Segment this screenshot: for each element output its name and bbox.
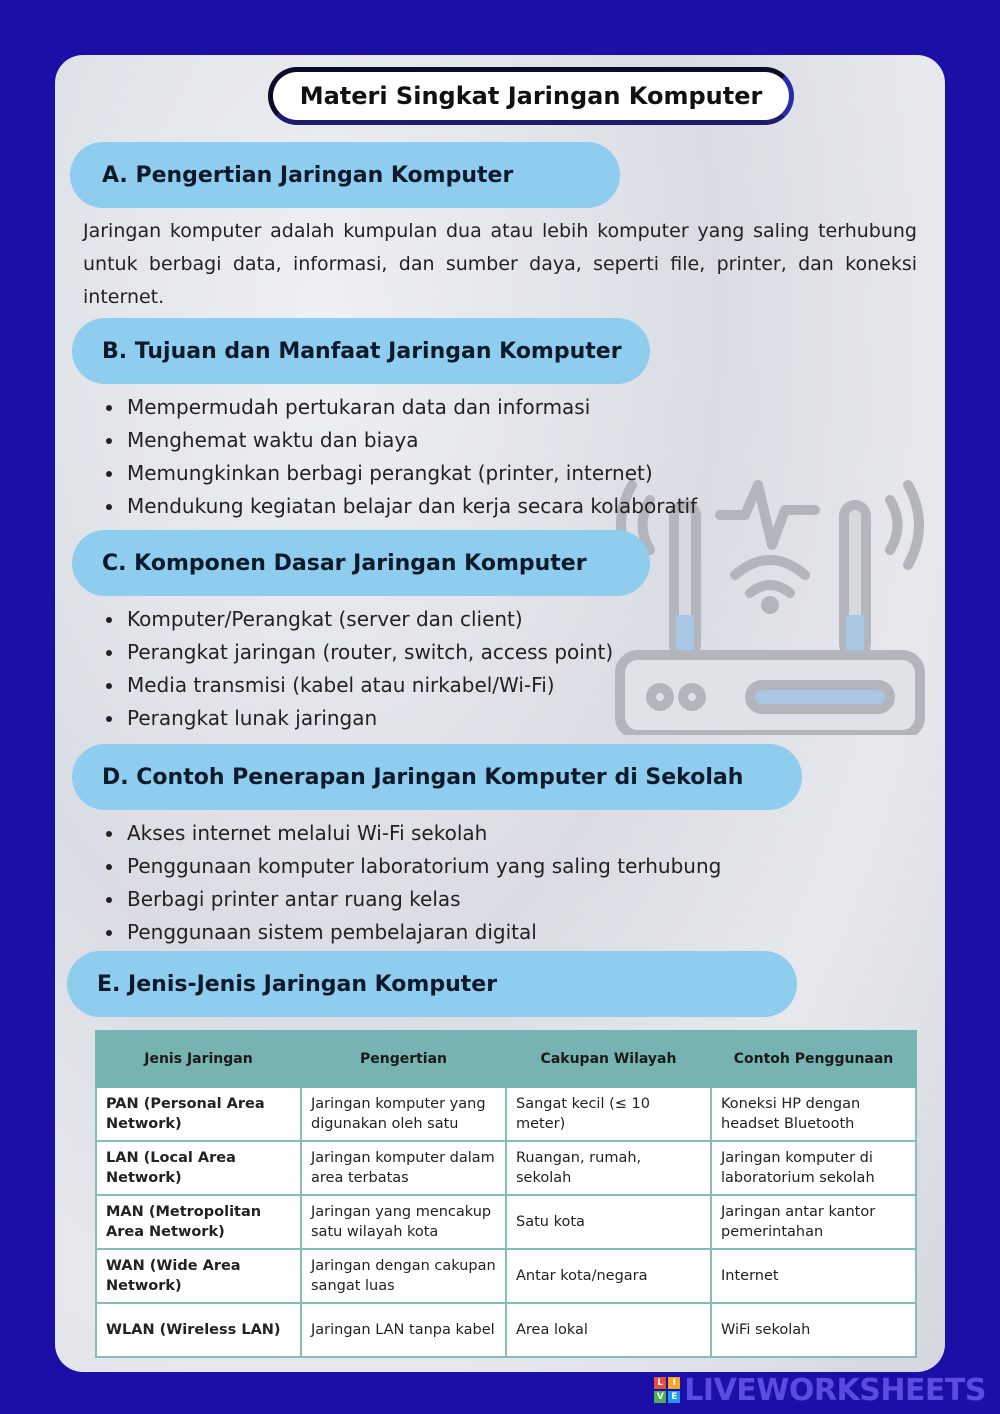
table-row xyxy=(96,1087,916,1141)
table-cell: MAN (Metropolitan Area Network) xyxy=(96,1195,301,1249)
table-row xyxy=(96,1195,916,1249)
table-cell: WLAN (Wireless LAN) xyxy=(96,1303,301,1357)
section-d-list xyxy=(100,817,721,949)
section-d-heading: D. Contoh Penerapan Jaringan Komputer di Sekolah xyxy=(72,744,802,810)
table-cell: Jaringan komputer di laboratorium sekolah xyxy=(711,1141,916,1195)
table-header-cell: Jenis Jaringan xyxy=(96,1031,301,1087)
list-item: • Berbagi printer antar ruang kelas xyxy=(125,883,721,916)
table-row xyxy=(96,1141,916,1195)
table-cell: Jaringan antar kantor pemerintahan xyxy=(711,1195,916,1249)
table-cell: Jaringan LAN tanpa kabel xyxy=(301,1303,506,1357)
table-cell: WAN (Wide Area Network) xyxy=(96,1249,301,1303)
table-row xyxy=(96,1303,916,1357)
section-a-paragraph: Jaringan komputer adalah kumpulan dua atau lebih komputer yang saling terhubung untuk berbagi data, informasi, dan sumber daya, seperti file, printer, dan koneksi internet. xyxy=(83,220,917,308)
section-b-heading: B. Tujuan dan Manfaat Jaringan Komputer xyxy=(72,318,650,384)
table-cell: PAN (Personal Area Network) xyxy=(96,1087,301,1141)
table-header-cell: Contoh Penggunaan xyxy=(711,1031,916,1087)
table-cell: Jaringan yang mencakup satu wilayah kota xyxy=(301,1195,506,1249)
worksheet-card xyxy=(55,55,945,1372)
table-cell: Ruangan, rumah, sekolah xyxy=(506,1141,711,1195)
table-cell: LAN (Local Area Network) xyxy=(96,1141,301,1195)
table-cell: Internet xyxy=(711,1249,916,1303)
table-cell: Area lokal xyxy=(506,1303,711,1357)
list-item: • Mendukung kegiatan belajar dan kerja secara kolaboratif xyxy=(125,490,697,523)
list-item: • Perangkat jaringan (router, switch, access point) xyxy=(125,636,613,669)
table-row xyxy=(96,1249,916,1303)
liveworksheets-wordmark: LIVEWORKSHEETS xyxy=(684,1372,986,1408)
table-cell: Koneksi HP dengan headset Bluetooth xyxy=(711,1087,916,1141)
section-e-heading: E. Jenis-Jenis Jaringan Komputer xyxy=(67,951,797,1017)
section-c-heading: C. Komponen Dasar Jaringan Komputer xyxy=(72,530,650,596)
list-item: • Menghemat waktu dan biaya xyxy=(125,424,697,457)
list-item: • Komputer/Perangkat (server dan client) xyxy=(125,603,613,636)
table-cell: WiFi sekolah xyxy=(711,1303,916,1357)
list-item: • Memungkinkan berbagi perangkat (printer, internet) xyxy=(125,457,697,490)
liveworksheets-badge-icon: L I V E xyxy=(654,1377,680,1403)
section-b-list xyxy=(100,391,697,523)
table-cell: Antar kota/negara xyxy=(506,1249,711,1303)
list-item: • Akses internet melalui Wi-Fi sekolah xyxy=(125,817,721,850)
table-cell: Jaringan dengan cakupan sangat luas xyxy=(301,1249,506,1303)
section-c-list xyxy=(100,603,613,735)
table-cell: Satu kota xyxy=(506,1195,711,1249)
table-cell: Sangat kecil (≤ 10 meter) xyxy=(506,1087,711,1141)
liveworksheets-logo[interactable] xyxy=(654,1373,986,1407)
page-title: Materi Singkat Jaringan Komputer xyxy=(268,67,794,125)
table-cell: Jaringan komputer dalam area terbatas xyxy=(301,1141,506,1195)
table-header-cell: Cakupan Wilayah xyxy=(506,1031,711,1087)
network-types-table xyxy=(95,1030,915,1358)
table-cell: Jaringan komputer yang digunakan oleh satu xyxy=(301,1087,506,1141)
list-item: • Media transmisi (kabel atau nirkabel/Wi-Fi) xyxy=(125,669,613,702)
list-item: • Mempermudah pertukaran data dan informasi xyxy=(125,391,697,424)
list-item: • Penggunaan komputer laboratorium yang saling terhubung xyxy=(125,850,721,883)
table-header-row xyxy=(96,1031,916,1087)
section-a-heading: A. Pengertian Jaringan Komputer xyxy=(70,142,620,208)
list-item: • Perangkat lunak jaringan xyxy=(125,702,613,735)
table-header-cell: Pengertian xyxy=(301,1031,506,1087)
list-item: • Penggunaan sistem pembelajaran digital xyxy=(125,916,721,949)
